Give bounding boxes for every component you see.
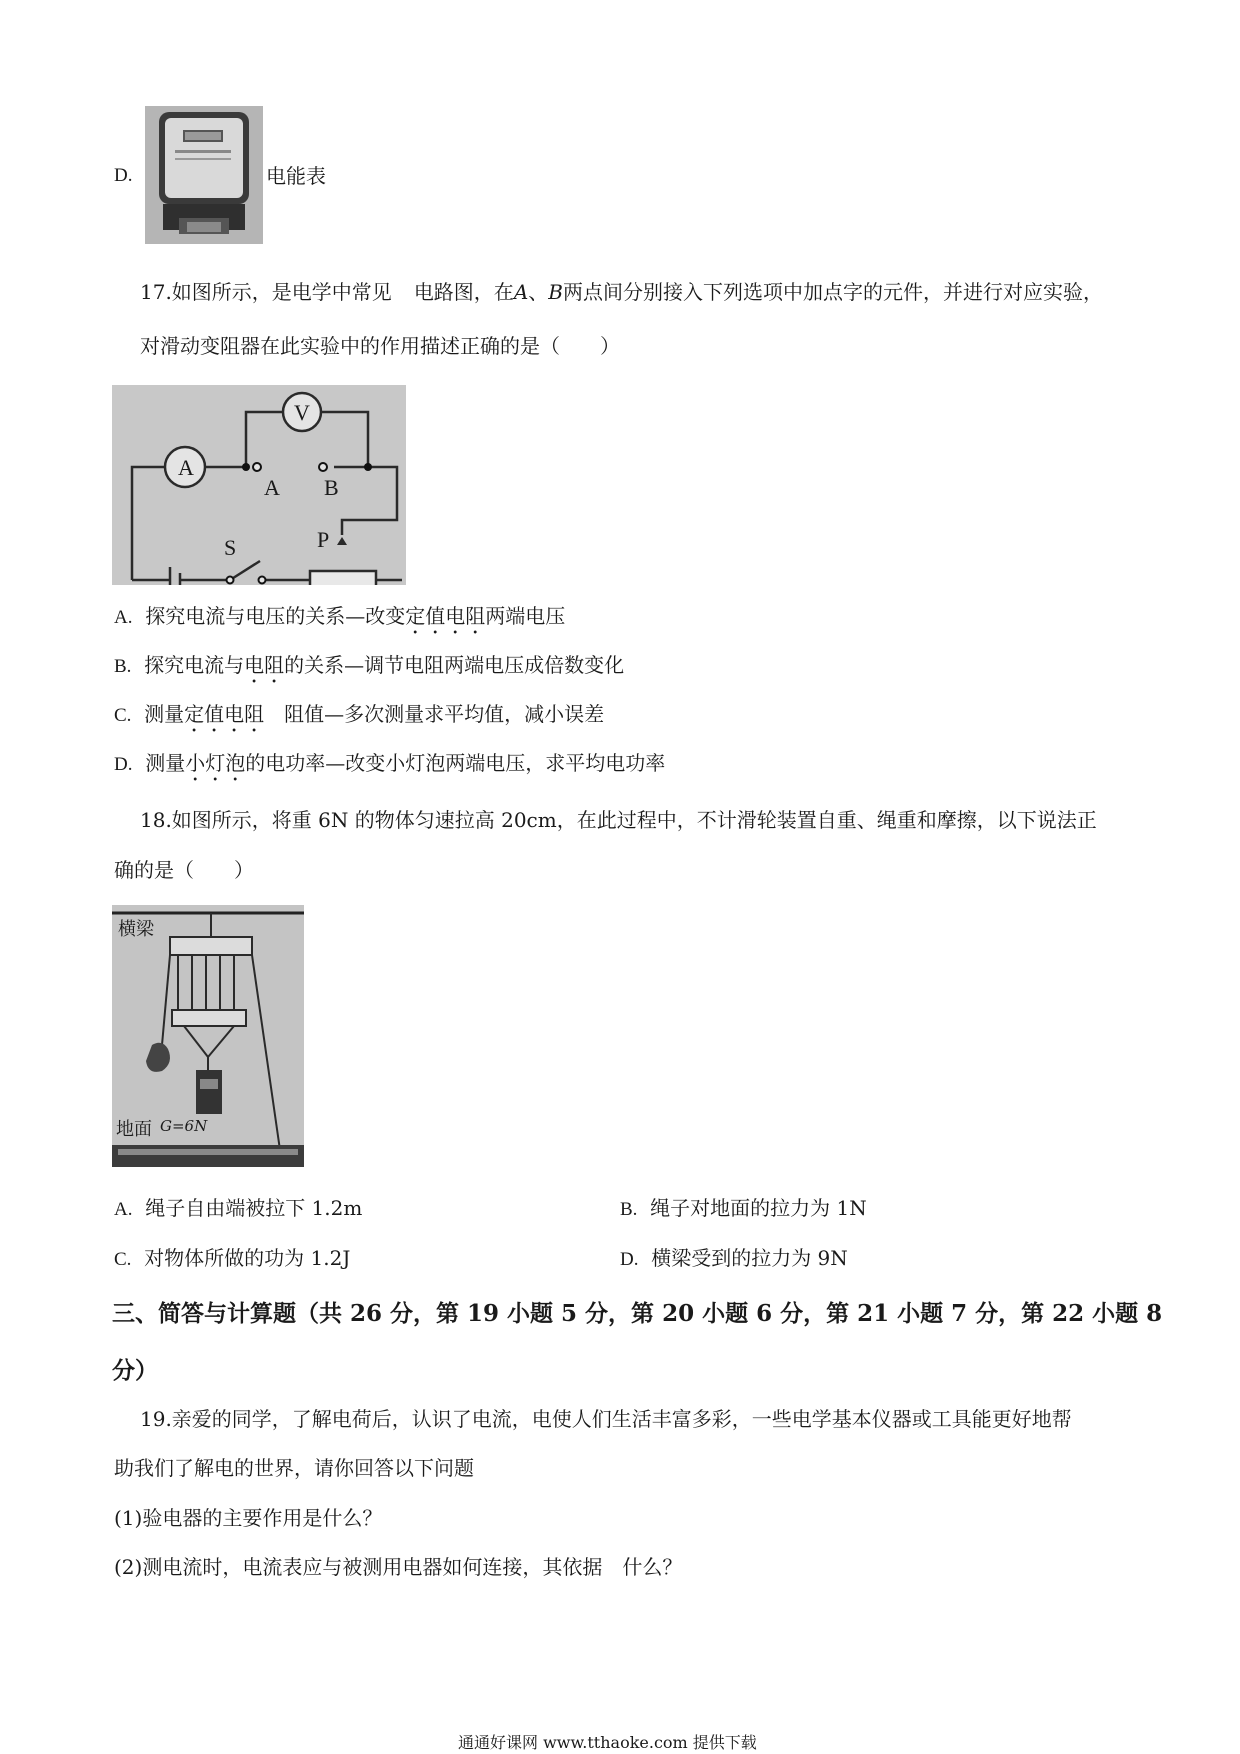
q17-line1-pre: 17.如图所示，是电学中常见 xyxy=(140,280,392,304)
terminal-b-label: B xyxy=(324,475,339,500)
q16-option-d-letter: D. xyxy=(114,165,133,186)
q18-option-b xyxy=(620,1195,867,1223)
q18-option-b-text: 绳子对地面的拉力为 1N xyxy=(650,1196,867,1220)
q18-option-d-text: 横梁受到的拉力为 9N xyxy=(651,1246,848,1270)
q17-option-b xyxy=(114,652,624,688)
q18-option-a-text: 绳子自由端被拉下 1.2m xyxy=(145,1196,363,1220)
q17-option-a-text-pre: 探究电流与电压的关系—改变 xyxy=(145,604,406,628)
q17-option-a-text-dot: 定值电阻 xyxy=(405,604,486,628)
q17-option-d-text-dot: 小灯泡 xyxy=(185,751,246,775)
q17-stem-line1 xyxy=(140,279,1103,305)
q17-point-a: A xyxy=(513,280,529,304)
q17-option-b-text-post: 的关系—调节电阻两端电压成倍数变化 xyxy=(284,653,625,677)
q18-stem-line1: 18.如图所示，将重 6N 的物体匀速拉高 20cm，在此过程中，不计滑轮装置自重、绳重和摩擦，以下说法正 xyxy=(140,808,1097,832)
beam-label: 横梁 xyxy=(118,919,154,940)
circuit-diagram-icon xyxy=(112,385,406,585)
q18-option-c xyxy=(114,1245,350,1273)
q18-option-c-text: 对物体所做的功为 1.2J xyxy=(144,1246,351,1270)
q16-option-d-text: 电能表 xyxy=(266,164,326,188)
q17-option-b-letter: B. xyxy=(114,656,132,677)
q17-line1-rest: 两点间分别接入下列选项中加点字的元件，并进行对应实验， xyxy=(562,280,1103,304)
q17-option-a xyxy=(114,603,565,639)
q17-option-a-text-post: 两端电压 xyxy=(485,604,566,628)
q17-option-c-text-post: 阻值—多次测量求平均值，减小误差 xyxy=(264,702,605,726)
electric-meter-icon xyxy=(145,106,263,244)
q18-option-c-letter: C. xyxy=(114,1249,132,1270)
terminal-a-label: A xyxy=(264,475,280,500)
q17-point-b: B xyxy=(548,280,563,304)
q18-stem-line2: 确的是（ ） xyxy=(114,858,254,882)
weight-label: G=6N xyxy=(160,1117,208,1135)
q18-pulley-figure xyxy=(112,905,304,1167)
q17-option-c-text-pre: 测量 xyxy=(144,702,185,726)
slider-label: P xyxy=(317,527,330,552)
q18-option-a xyxy=(114,1195,362,1223)
q18-option-d-letter: D. xyxy=(620,1249,639,1270)
q17-option-d xyxy=(114,750,665,786)
q17-option-d-letter: D. xyxy=(114,754,133,775)
pulley-figure-icon xyxy=(112,905,304,1167)
q18-option-d xyxy=(620,1245,848,1273)
switch-label: S xyxy=(224,535,237,560)
q19-stem-line1: 19.亲爱的同学，了解电荷后，认识了电流，电使人们生活丰富多彩，一些电学基本仪器或工具能更好地帮 xyxy=(140,1407,1072,1431)
voltmeter-label: V xyxy=(294,400,310,425)
q17-option-d-text-pre: 测量 xyxy=(145,751,186,775)
q19-sub1: (1)验电器的主要作用是什么？ xyxy=(114,1506,383,1530)
q18-option-a-letter: A. xyxy=(114,1199,133,1220)
q17-option-a-letter: A. xyxy=(114,607,133,628)
section3-title-line1: 三、简答与计算题（共 26 分，第 19 小题 5 分，第 20 小题 6 分，第 21 小题 7 分，第 22 小题 8 xyxy=(112,1300,1163,1327)
ammeter-label: A xyxy=(178,455,194,480)
q17-option-c-letter: C. xyxy=(114,705,132,726)
q19-sub2: (2)测电流时，电流表应与被测用电器如何连接，其依据 什么？ xyxy=(114,1555,683,1579)
section3-title-line2: 分） xyxy=(112,1357,158,1384)
q17-option-d-text-post: 的电功率—改变小灯泡两端电压，求平均电功率 xyxy=(245,751,666,775)
page-footer: 通通好课网 www.tthaoke.com 提供下载 xyxy=(458,1733,757,1752)
q17-stem-line2: 对滑动变阻器在此实验中的作用描述正确的是（ ） xyxy=(140,334,620,358)
q17-option-c-text-dot: 定值电阻 xyxy=(184,702,265,726)
q17-option-b-text-pre: 探究电流与 xyxy=(144,653,245,677)
electric-meter-image xyxy=(145,106,263,244)
q17-option-c xyxy=(114,701,604,737)
q17-line1-post: 电路图，在 xyxy=(413,280,514,304)
q17-circuit-diagram xyxy=(112,385,406,585)
q17-option-b-text-dot: 电阻 xyxy=(244,653,285,677)
q18-option-b-letter: B. xyxy=(620,1199,638,1220)
q17-sep: 、 xyxy=(528,280,549,304)
ground-label: 地面 xyxy=(116,1119,152,1140)
q19-stem-line2: 助我们了解电的世界，请你回答以下问题 xyxy=(114,1456,474,1480)
